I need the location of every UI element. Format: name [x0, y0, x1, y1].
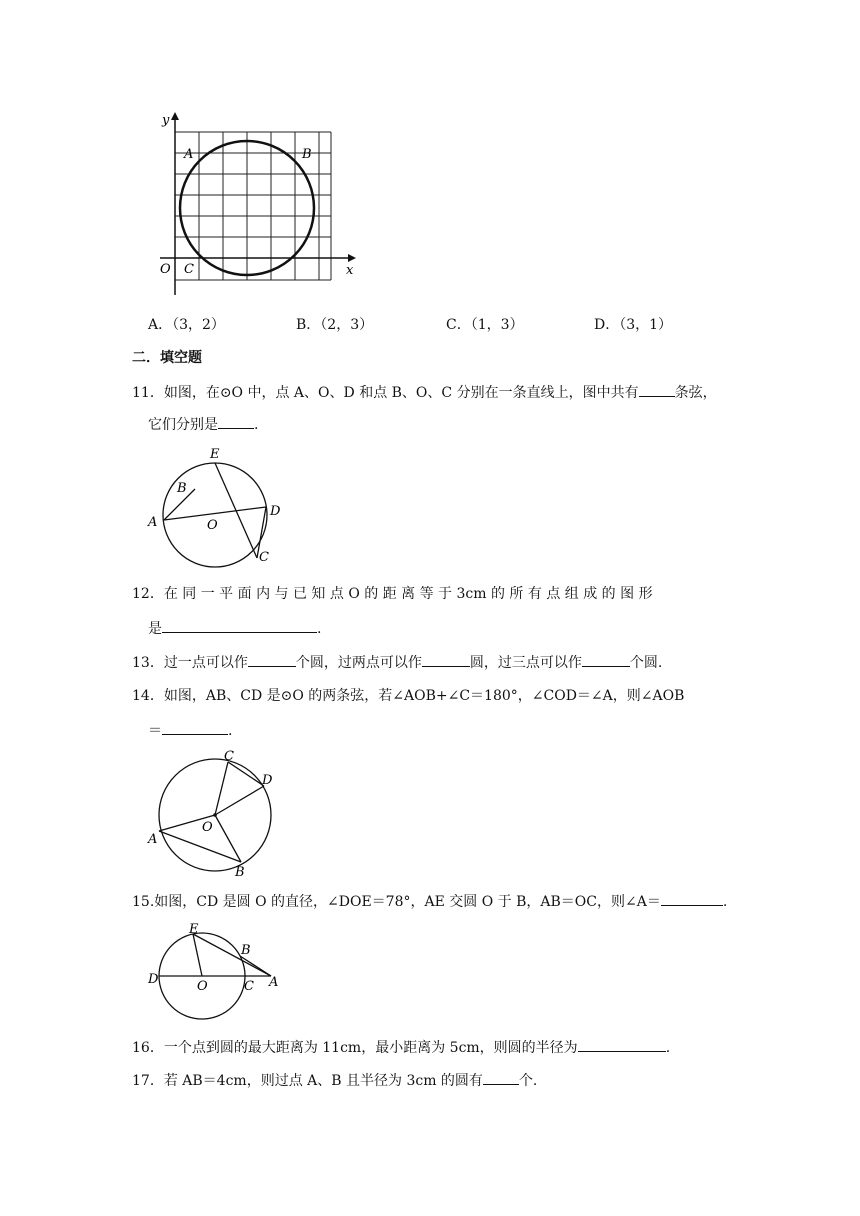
axis-y-label: y — [162, 113, 170, 128]
label-d: D — [148, 972, 159, 987]
question-text-end: 个. — [518, 1073, 538, 1089]
option-d: D．（3，1） — [594, 317, 673, 333]
label-o: O — [207, 518, 218, 533]
label-o: O — [202, 820, 213, 835]
question-text: 如图，AB、CD 是⊙O 的两条弦，若∠AOB+∠C＝180°，∠COD＝∠A，则∠AOB — [163, 688, 685, 704]
label-a: A — [269, 975, 279, 990]
label-b: B — [177, 481, 187, 496]
question-14-line1 — [132, 686, 684, 706]
question-17 — [132, 1070, 537, 1091]
point-label-a: A — [184, 147, 194, 162]
label-b: B — [235, 865, 245, 880]
point-label-c: C — [184, 262, 194, 277]
question-number: 14． — [132, 688, 164, 704]
option-b: B．（2，3） — [296, 317, 374, 333]
question-text: 过一点可以作 — [163, 655, 248, 671]
question-text-end: 条弦， — [674, 385, 717, 401]
question-text-end: . — [228, 723, 233, 739]
answer-blank — [162, 618, 317, 633]
figure-q11-circle — [145, 445, 290, 573]
question-text: 若 AB＝4cm，则过点 A、B 且半径为 3cm 的圆有 — [163, 1073, 483, 1089]
question-number: 13． — [132, 655, 164, 671]
question-number: 15. — [132, 894, 155, 910]
axis-x-label: x — [346, 263, 354, 278]
label-c: C — [259, 550, 269, 565]
question-text: 如图，在⊙O 中，点 A、O、D 和点 B、O、C 分别在一条直线上，图中共有 — [163, 385, 639, 401]
question-11-line1 — [132, 382, 717, 403]
question-text: ＝ — [148, 723, 162, 739]
label-e: E — [210, 447, 220, 462]
figure-q14-circle — [145, 745, 280, 880]
option-c: C．（1，3） — [446, 317, 524, 333]
question-text: 一个点到圆的最大距离为 11cm，最小距离为 5cm，则圆的半径为 — [163, 1040, 578, 1056]
question-text: 个圆. — [629, 655, 663, 671]
question-12-line1 — [132, 584, 653, 604]
label-e: E — [189, 922, 199, 937]
answer-blank — [162, 720, 228, 735]
question-text: 圆，过三点可以作 — [469, 655, 582, 671]
question-15 — [132, 891, 727, 912]
label-a: A — [148, 515, 158, 530]
answer-blank — [578, 1037, 666, 1052]
answer-blank — [483, 1070, 519, 1085]
label-d: D — [262, 773, 273, 788]
option-a: A．（3，2） — [148, 317, 225, 333]
answer-blank — [582, 652, 630, 667]
section-title: 二．填空题 — [132, 350, 202, 366]
label-c: C — [224, 749, 234, 764]
question-number: 11． — [132, 385, 164, 401]
question-number: 12． — [132, 586, 164, 602]
question-number: 16． — [132, 1040, 164, 1056]
question-11-line2 — [148, 414, 258, 435]
question-13 — [132, 652, 662, 673]
label-a: A — [148, 832, 158, 847]
question-12-line2 — [148, 618, 321, 639]
label-d: D — [270, 504, 281, 519]
answer-blank — [422, 652, 470, 667]
question-number: 17． — [132, 1073, 164, 1089]
question-text-end: . — [317, 621, 322, 637]
question-14-line2 — [148, 720, 232, 741]
question-text: 个圆，过两点可以作 — [295, 655, 422, 671]
question-text-end: . — [665, 1040, 671, 1056]
point-label-o: O — [160, 262, 171, 277]
figure-q15-circle — [145, 920, 285, 1020]
answer-blank — [639, 382, 675, 397]
question-text: 是 — [148, 621, 162, 637]
label-c: C — [244, 979, 254, 994]
question-text-end: . — [254, 417, 259, 433]
answer-blank — [218, 414, 254, 429]
question-text: 如图，CD 是圆 O 的直径，∠DOE＝78°，AE 交圆 O 于 B，AB＝OC，则∠A＝ — [154, 894, 661, 910]
question-text: 在 同 一 平 面 内 与 已 知 点 O 的 距 离 等 于 3cm 的 所 有 点 组 成 的 图 形 — [163, 586, 653, 602]
label-o: O — [197, 979, 208, 994]
question-text-end: . — [722, 894, 728, 910]
label-b: B — [241, 943, 251, 958]
point-label-b: B — [302, 147, 312, 162]
answer-blank — [248, 652, 296, 667]
figure-grid-circle — [150, 110, 365, 300]
answer-blank — [661, 891, 723, 906]
question-16 — [132, 1037, 670, 1058]
question-text: 它们分别是 — [148, 417, 218, 433]
